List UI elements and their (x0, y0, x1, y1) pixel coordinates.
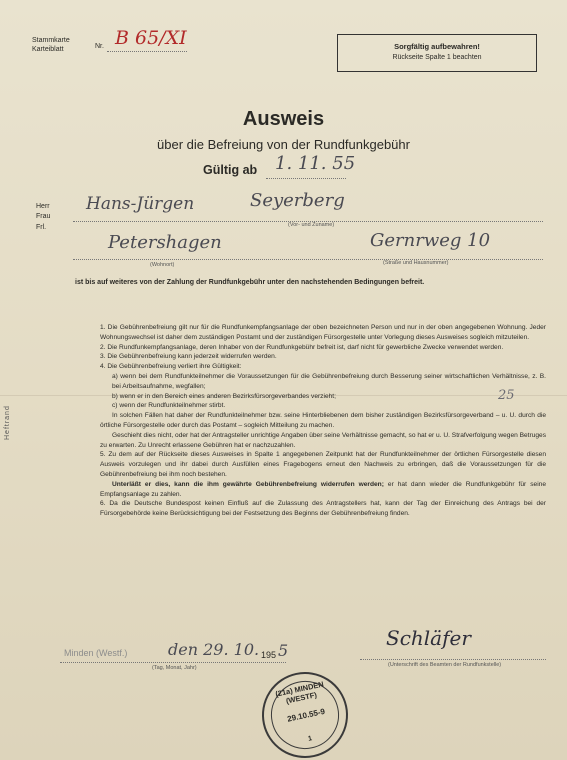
notice-box (337, 34, 537, 72)
salutation-frau: Frau (36, 213, 51, 220)
condition-1: 1. Die Gebührenbefreiung gilt nur für die Rundfunkempfangsanlage der oben bezeichneten Person und nur in der oben angegebenen Wohnung. Jeder Wohnungswechsel ist daher dem zuständigen Postamt und der zuständigen Fürsorgestelle unter Vorlegung dieses Ausweises sogleich mitzuteilen. (100, 324, 546, 341)
valid-value: 1. 11. 55 (275, 153, 356, 174)
signature-line (360, 659, 546, 660)
document-title: Ausweis (242, 108, 325, 130)
date-caption: (Tag, Monat, Jahr) (152, 665, 197, 671)
condition-4a: a) wenn bei dem Rundfunkteilnehmer die Voraussetzungen für die Gebührenbefreiung durch Besserung seiner wirtschaftlichen Verhältnisse, z. B. bei Arbeitsaufnahme, wegfallen; (112, 372, 546, 390)
notice-line1: Sorgfältig aufbewahren! (394, 42, 480, 51)
condition-2: 2. Die Rundfunkempfangsanlage, deren Inhaber von der Rundfunkgebühr befreit ist, darf nicht für gewerbliche Zwecke verwendet werden. (100, 343, 504, 351)
notice-line2: Rückseite Spalte 1 beachten (392, 54, 482, 61)
stamp-top-text: (21a) MINDEN (WESTF) (274, 679, 325, 706)
heftrand-label: Heftrand (4, 405, 11, 440)
intro-text: ist bis auf weiteres von der Zahlung der Rundfunkgebühr unter den nachstehenden Bedingungen befreit. (75, 279, 425, 286)
condition-5: 5. Zu dem auf der Rückseite dieses Ausweises in Spalte 1 angegebenen Zeitpunkt hat der Rundfunkteilnehmer der örtlichen Fürsorgestelle diesen Ausweis vorzulegen und ihr dabei durch Ausfüllen eines Fragebogens erneut den Nachweis zu erbringen, daß die Voraussetzungen für die Gebührenbefreiung bei ihm noch bestehen. (100, 451, 546, 478)
condition-4b: b) wenn er in den Bereich eines anderen Bezirksfürsorgeverbandes verzieht; (112, 392, 336, 400)
valid-line (266, 178, 346, 179)
stammkarte-label: Stammkarte (32, 37, 70, 44)
valid-label: Gültig ab (203, 163, 258, 177)
paragraph-notify: In solchen Fällen hat daher der Rundfunkteilnehmer bzw. seine Hinterbliebenen dem bisher zuständigen Bezirksfürsorgeverband – u. U. durch die örtliche Fürsorgestelle oder durch das Postamt – sogleich Mitteilung zu machen. (100, 412, 546, 429)
salutation-frl: Frl. (36, 224, 47, 231)
last-name: Seyerberg (250, 190, 345, 211)
date-line (60, 662, 286, 663)
first-name: Hans-Jürgen (86, 194, 195, 214)
conditions-block (100, 323, 546, 519)
paragraph-penalty: Geschieht dies nicht, oder hat der Antragsteller unrichtige Angaben über seine Verhältnisse gemacht, so hat er u. U. Strafverfolgung wegen Betruges zu erwarten. Zu Unrecht erlassene Gebühren hat er nachzuzahlen. (100, 431, 546, 449)
nr-label: Nr. (95, 43, 104, 50)
condition-3: 3. Die Gebührenbefreiung kann jederzeit widerrufen werden. (100, 353, 277, 361)
paragraph-revoke (100, 480, 546, 500)
stamp-bottom: 1 (307, 735, 313, 743)
city-value: Petershagen (108, 232, 222, 253)
street-caption: (Straße und Hausnummer) (383, 260, 449, 266)
postmark-stamp (254, 664, 356, 760)
signature-caption: (Unterschrift des Beamten der Rundfunkstelle) (388, 662, 502, 668)
year-hand: 5 (278, 641, 289, 660)
document-subtitle: über die Befreiung von der Rundfunkgebühr (157, 137, 410, 152)
address-line (73, 259, 543, 260)
stamp-date: 29.10.55-9 (286, 706, 326, 724)
nr-value: B 65/XI (115, 27, 187, 49)
karteiblatt-label: Karteiblatt (32, 46, 64, 53)
year-prefix: 195 (261, 650, 277, 660)
margin-number: 25 (498, 388, 515, 403)
nr-line (107, 51, 187, 52)
signature: Schläfer (386, 626, 471, 650)
street-value: Gernrweg 10 (370, 230, 491, 251)
condition-4c: c) wenn der Rundfunkteilnehmer stirbt. (112, 402, 226, 410)
revoke-rest: er hat dann wieder die Rundfunkgebühr für seine Empfangsanlage zu zahlen. (100, 480, 546, 498)
date-hand: den 29. 10. (168, 640, 260, 659)
city-caption: (Wohnort) (150, 262, 175, 268)
salutation-herr: Herr (36, 203, 50, 210)
condition-4: 4. Die Gebührenbefreiung verliert ihre Gültigkeit: (100, 363, 242, 371)
name-caption: (Vor- und Zuname) (288, 222, 335, 228)
place-text: Minden (Westf.) (64, 648, 128, 658)
condition-6: 6. Da die Deutsche Bundespost keinen Einfluß auf die Zulassung des Antragstellers hat, kann der Tag der Einreichung des Antrags bei der Fürsorgebehörde keine Berücksichtigung bei der Festsetzung des Beginns der Gebührenbefreiung finden. (100, 500, 546, 518)
revoke-bold: Unterläßt er dies, kann die ihm gewährte Gebührenbefreiung widerrufen werden; (112, 480, 384, 488)
